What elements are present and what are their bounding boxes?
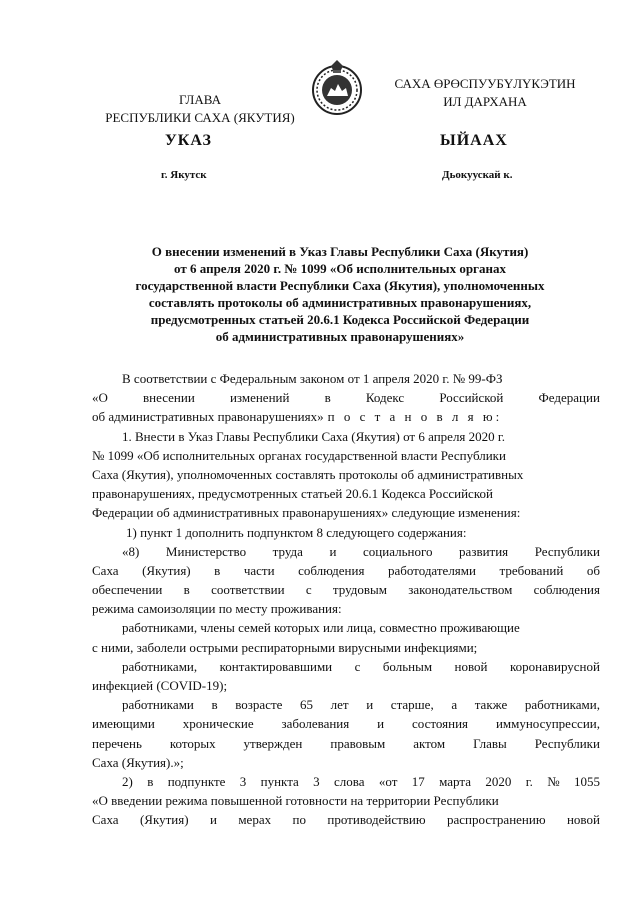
body-word: иммуносупрессии, <box>495 716 600 732</box>
body-word: перечень <box>92 735 142 751</box>
body-word: старше, <box>390 697 434 713</box>
body-word: по <box>292 812 306 828</box>
body-word: с ними, заболели острыми респираторными вирусными инфекциями; <box>92 639 478 655</box>
body-word: Министерство <box>165 543 247 559</box>
decree-body <box>92 369 600 830</box>
body-word: Саха <box>92 812 119 828</box>
body-word: режима самоизоляции по месту проживания: <box>92 601 342 617</box>
body-word: об <box>586 562 600 578</box>
title-line: О внесении изменений в Указ Главы Республики Саха (Якутия) <box>151 244 529 259</box>
body-word: п о с т а н о в л я ю: <box>327 409 503 425</box>
body-word: также <box>474 697 508 713</box>
body-word: 1055 <box>573 773 600 789</box>
body-word: 1) пункт 1 дополнить подпунктом 8 следующего содержания: <box>126 524 467 540</box>
body-word: об административных правонарушениях» <box>92 409 324 425</box>
body-word: коронавирусной <box>509 658 600 674</box>
body-word: новой <box>454 658 488 674</box>
body-word: и <box>377 716 385 732</box>
body-word: соблюдения <box>533 582 600 598</box>
body-line <box>92 484 600 503</box>
body-word: требований <box>499 562 564 578</box>
body-line <box>92 810 600 829</box>
paragraph-indent <box>92 618 122 637</box>
body-line <box>92 503 600 522</box>
body-word: в <box>183 582 190 598</box>
body-line <box>92 638 600 657</box>
body-word: 2020 <box>485 773 512 789</box>
body-line <box>92 753 600 772</box>
body-line <box>92 734 600 753</box>
paragraph-indent <box>92 542 122 561</box>
body-word: 1. Внести в Указ Главы Республики Саха (Якутия) от 6 апреля 2020 г. <box>122 428 506 444</box>
body-word: распространению <box>447 812 546 828</box>
body-word: хронические <box>182 716 254 732</box>
body-word: имеющими <box>92 716 155 732</box>
body-word: и <box>366 697 374 713</box>
decree-label-sakha: ЫЙААХ <box>440 132 508 149</box>
body-word: обеспечении <box>92 582 163 598</box>
header-right <box>380 75 590 111</box>
body-word: мерах <box>238 812 272 828</box>
body-line <box>92 523 600 542</box>
body-word: в <box>324 390 331 406</box>
body-word: контактировавшими <box>219 658 333 674</box>
header-right-line-2: ИЛ ДАРХАНА <box>443 94 527 109</box>
body-word: 17 <box>411 773 425 789</box>
paragraph-indent <box>92 523 122 542</box>
body-line <box>92 446 600 465</box>
body-word: социального <box>363 543 433 559</box>
body-word: лет <box>330 697 349 713</box>
body-word: работниками <box>122 697 194 713</box>
body-line <box>92 369 600 388</box>
body-word: и <box>329 543 337 559</box>
body-line <box>92 561 600 580</box>
title-line: предусмотренных статьей 20.6.1 Кодекса Российской Федерации <box>150 312 530 327</box>
body-word: законодательством <box>408 582 513 598</box>
body-line <box>92 695 600 714</box>
body-word: (Якутия) <box>142 562 191 578</box>
title-line: составлять протоколы об административных правонарушениях, <box>148 295 532 310</box>
body-word: работниками, <box>122 658 198 674</box>
body-word: 2) <box>122 773 133 789</box>
body-word: трудовым <box>332 582 387 598</box>
body-word: которых <box>169 735 216 751</box>
body-word: и <box>209 812 217 828</box>
body-word: подпункте <box>167 773 226 789</box>
body-word: новой <box>566 812 600 828</box>
body-word: Российской <box>439 390 504 406</box>
body-line <box>92 388 600 407</box>
body-word: работниками, члены семей которых или лица, совместно проживающие <box>122 620 520 636</box>
coat-of-arms-emblem <box>311 58 363 118</box>
paragraph-indent <box>92 427 122 446</box>
body-word: «О введении режима повышенной готовности на территории Республики <box>92 793 499 809</box>
body-word: «О <box>92 390 108 406</box>
body-word: № <box>547 773 560 789</box>
body-word: развития <box>459 543 509 559</box>
body-line <box>92 599 600 618</box>
body-word: с <box>354 658 361 674</box>
body-word: соответствии <box>211 582 285 598</box>
body-word: Федерации <box>538 390 600 406</box>
body-word: правовым <box>330 735 386 751</box>
body-word: Республики <box>534 543 600 559</box>
body-line <box>92 714 600 733</box>
city-sakha: Дьокуускай к. <box>442 169 513 181</box>
header-left-line-2: РЕСПУБЛИКИ САХА (ЯКУТИЯ) <box>105 110 295 125</box>
decree-label-ru: УКАЗ <box>165 132 212 149</box>
body-word: возрасте <box>235 697 283 713</box>
body-line <box>92 676 600 695</box>
body-line <box>92 580 600 599</box>
body-line <box>92 772 600 791</box>
body-word: соблюдения <box>298 562 365 578</box>
body-word: больным <box>382 658 433 674</box>
body-word: внесении <box>143 390 195 406</box>
body-word: (Якутия) <box>139 812 189 828</box>
paragraph-indent <box>92 369 122 388</box>
body-word: Саха (Якутия).»; <box>92 754 184 770</box>
body-word: а <box>451 697 458 713</box>
body-line <box>92 657 600 676</box>
title-line: от 6 апреля 2020 г. № 1099 «Об исполнительных органах <box>174 261 506 276</box>
title-line: государственной власти Республики Саха (Якутия), уполномоченных <box>135 278 545 293</box>
body-word: заболевания <box>281 716 350 732</box>
body-word: «от <box>378 773 398 789</box>
body-word: г. <box>525 773 533 789</box>
body-word: Кодекс <box>365 390 405 406</box>
body-word: 3 <box>239 773 247 789</box>
body-word: Саха (Якутия), уполномоченных составлять протоколы об административных <box>92 466 524 482</box>
title-line: об административных правонарушениях» <box>215 329 465 344</box>
decree-title <box>95 243 585 345</box>
body-line <box>92 791 600 810</box>
body-word: противодействию <box>327 812 426 828</box>
body-word: инфекцией (COVID-19); <box>92 678 228 693</box>
paragraph-indent <box>92 772 122 791</box>
body-word: в <box>211 697 218 713</box>
body-word: правонарушениях, предусмотренных статьей 20.6.1 Кодекса Российской <box>92 486 493 502</box>
body-word: слова <box>334 773 365 789</box>
body-line <box>92 542 600 561</box>
body-word: с <box>305 582 312 598</box>
body-word: в <box>214 562 221 578</box>
body-word: В соответствии с Федеральным законом от 1 апреля 2020 г. № 99-ФЗ <box>122 371 503 386</box>
body-word: марта <box>439 773 471 789</box>
paragraph-indent <box>92 657 122 676</box>
body-word: 65 <box>300 697 314 713</box>
header-right-line-1: САХА ӨРӨСПУУБҮЛҮКЭТИН <box>394 76 576 91</box>
body-word: Саха <box>92 562 119 578</box>
body-word: изменений <box>229 390 290 406</box>
body-word: Республики <box>534 735 600 751</box>
body-word: работниками, <box>524 697 600 713</box>
paragraph-indent <box>92 695 122 714</box>
body-word: Главы <box>473 735 507 751</box>
body-word: 3 <box>313 773 320 789</box>
body-word: Федерации об административных правонарушениях» следующие изменения: <box>92 505 521 521</box>
body-line <box>92 465 600 484</box>
body-word: пункта <box>260 773 299 789</box>
body-word: утвержден <box>243 735 303 751</box>
header-left <box>55 91 345 127</box>
city-ru: г. Якутск <box>161 169 207 181</box>
header-left-line-1: ГЛАВА <box>179 92 221 107</box>
body-line <box>92 407 600 426</box>
body-word: в <box>147 773 154 789</box>
body-word: труда <box>272 543 303 559</box>
body-word: работодателями <box>387 562 476 578</box>
body-word: актом <box>413 735 446 751</box>
body-word: «8) <box>122 543 140 559</box>
body-word: № 1099 «Об исполнительных органах государственной власти Республики <box>92 447 506 463</box>
body-line <box>92 427 600 446</box>
body-word: части <box>243 562 275 578</box>
body-word: состояния <box>412 716 469 732</box>
body-line <box>92 618 600 637</box>
